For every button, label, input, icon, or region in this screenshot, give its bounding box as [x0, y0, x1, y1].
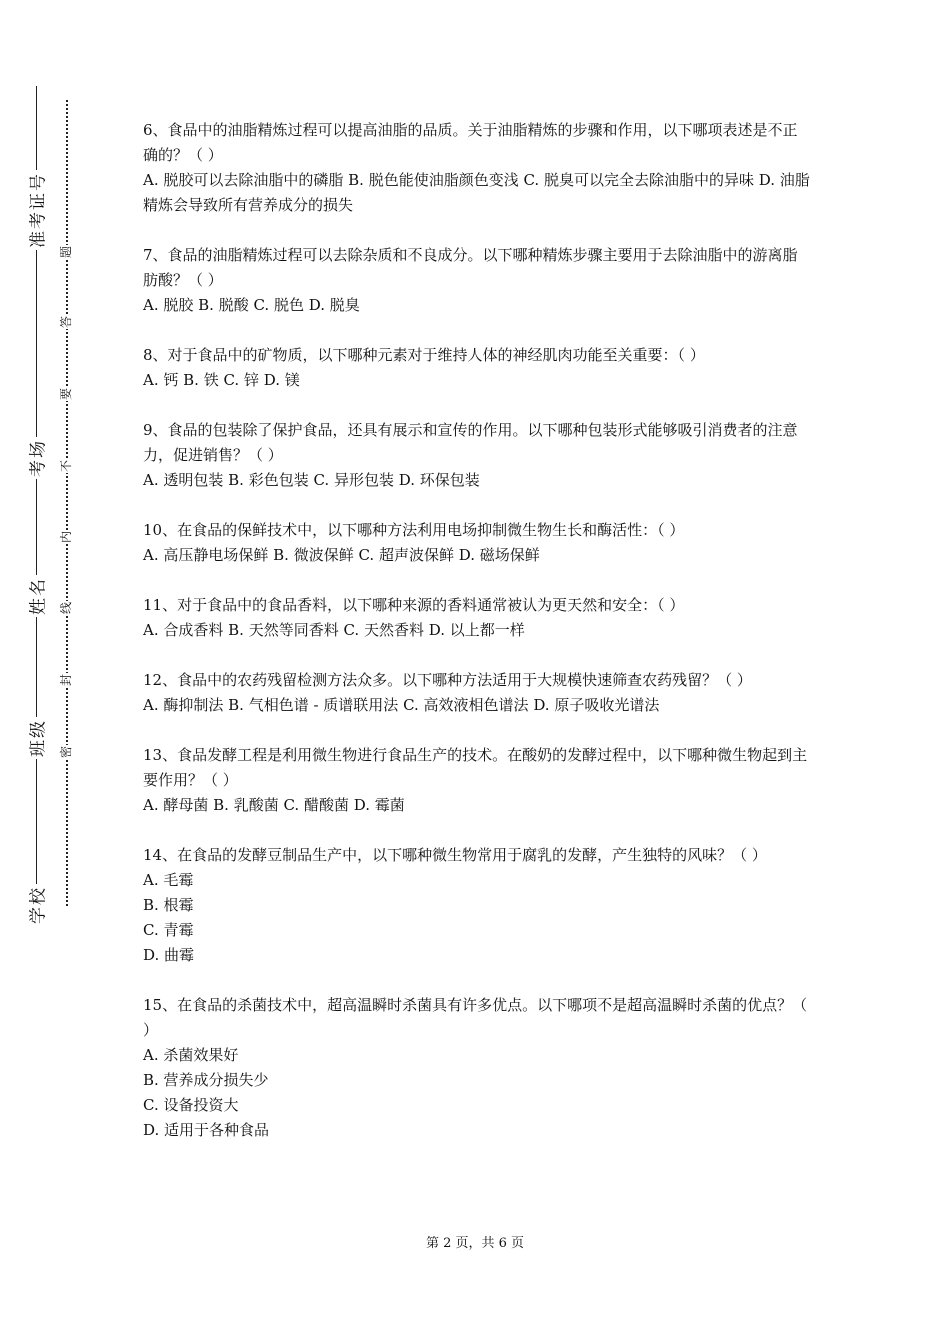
question-text: 12、食品中的农药残留检测方法众多。以下哪种方法适用于大规模快速筛查农药残留？（ ） — [143, 671, 752, 689]
binding-margin — [0, 0, 120, 1344]
question-options: A. 酵母菌 B. 乳酸菌 C. 醋酸菌 D. 霉菌 — [143, 796, 405, 814]
question-options: A. 钙 B. 铁 C. 锌 D. 镁 — [143, 371, 300, 389]
question-text: 10、在食品的保鲜技术中，以下哪种方法利用电场抑制微生物生长和酶活性：（ ） — [143, 521, 685, 539]
question-options: A. 脱胶可以去除油脂中的磷脂 B. 脱色能使油脂颜色变浅 C. 脱臭可以完全去除油脂中的异味 D. 油脂精炼会导致所有营养成分的损失 — [143, 171, 810, 214]
field-school-label: 学校 — [20, 884, 53, 926]
question-7 — [143, 243, 811, 318]
field-class-label: 班级 — [20, 717, 53, 759]
question-15 — [143, 993, 811, 1143]
seal-char: 不 — [59, 459, 73, 473]
option-a: A. 杀菌效果好 — [143, 1046, 239, 1064]
field-exam-number-label: 准考证号 — [20, 170, 53, 250]
question-12 — [143, 668, 811, 718]
option-b: B. 根霉 — [143, 896, 194, 914]
question-text: 8、对于食品中的矿物质，以下哪种元素对于维持人体的神经肌肉功能至关重要：（ ） — [143, 346, 705, 364]
question-text: 11、对于食品中的食品香料，以下哪种来源的香料通常被认为更天然和安全：（ ） — [143, 596, 685, 614]
question-text: 6、食品中的油脂精炼过程可以提高油脂的品质。关于油脂精炼的步骤和作用，以下哪项表述是不正确的？（ ） — [143, 121, 798, 164]
question-10 — [143, 518, 811, 568]
question-options: A. 合成香料 B. 天然等同香料 C. 天然香料 D. 以上都一样 — [143, 621, 525, 639]
field-name-label: 姓名 — [20, 575, 53, 617]
question-options: A. 脱胶 B. 脱酸 C. 脱色 D. 脱臭 — [143, 296, 360, 314]
seal-char: 答 — [59, 315, 73, 329]
question-options — [143, 868, 811, 968]
option-c: C. 青霉 — [143, 921, 194, 939]
seal-char: 密 — [59, 745, 73, 759]
question-text: 7、食品的油脂精炼过程可以去除杂质和不良成分。以下哪种精炼步骤主要用于去除油脂中的游离脂肪酸？（ ） — [143, 246, 798, 289]
question-list — [143, 118, 811, 1168]
seal-char: 内 — [59, 530, 73, 544]
question-9 — [143, 418, 811, 493]
option-d: D. 适用于各种食品 — [143, 1121, 270, 1139]
option-b: B. 营养成分损失少 — [143, 1071, 269, 1089]
question-13 — [143, 743, 811, 818]
question-options: A. 高压静电场保鲜 B. 微波保鲜 C. 超声波保鲜 D. 磁场保鲜 — [143, 546, 540, 564]
question-text: 9、食品的包装除了保护食品，还具有展示和宣传的作用。以下哪种包装形式能够吸引消费者的注意力，促进销售？（ ） — [143, 421, 798, 464]
seal-char: 题 — [59, 245, 73, 259]
question-11 — [143, 593, 811, 643]
question-8 — [143, 343, 811, 393]
question-options: A. 透明包装 B. 彩色包装 C. 异形包装 D. 环保包装 — [143, 471, 480, 489]
question-options: A. 酶抑制法 B. 气相色谱 - 质谱联用法 C. 高效液相色谱法 D. 原子吸收光谱法 — [143, 696, 660, 714]
question-14 — [143, 843, 811, 968]
option-c: C. 设备投资大 — [143, 1096, 239, 1114]
option-d: D. 曲霉 — [143, 946, 195, 964]
question-text: 13、食品发酵工程是利用微生物进行食品生产的技术。在酸奶的发酵过程中，以下哪种微生物起到主要作用？（ ） — [143, 746, 808, 789]
seal-char: 线 — [59, 601, 73, 615]
question-text: 15、在食品的杀菌技术中，超高温瞬时杀菌具有许多优点。以下哪项不是超高温瞬时杀菌的优点？（ ） — [143, 996, 808, 1039]
question-options — [143, 1043, 811, 1143]
question-text: 14、在食品的发酵豆制品生产中，以下哪种微生物常用于腐乳的发酵，产生独特的风味？（ ） — [143, 846, 767, 864]
page-number: 第 2 页，共 6 页 — [425, 1236, 525, 1251]
seal-dotted-line — [66, 100, 68, 906]
question-6 — [143, 118, 811, 218]
seal-char: 封 — [59, 673, 73, 687]
seal-char: 要 — [59, 387, 73, 401]
field-exam-room-label: 考场 — [20, 437, 53, 479]
option-a: A. 毛霉 — [143, 871, 194, 889]
